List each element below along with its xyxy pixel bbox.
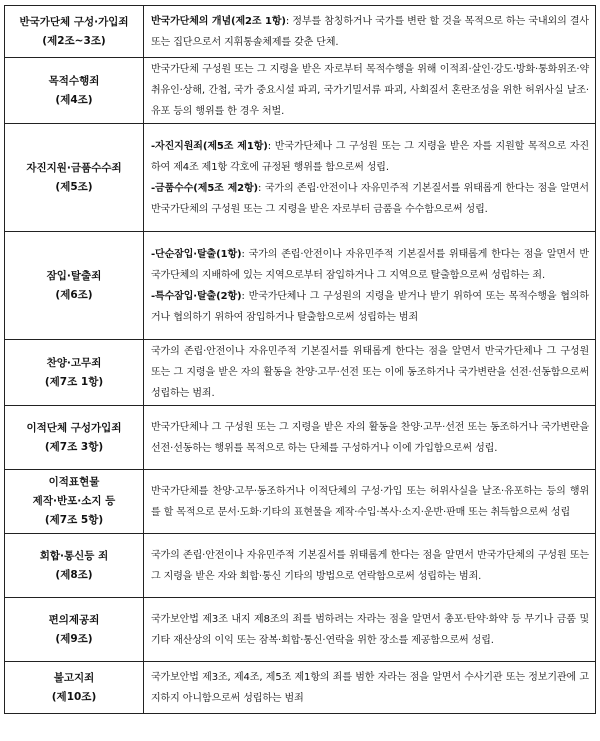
description-text: : 반국가단체나 그 구성원 또는 그 지령을 받은 자를 지원할 목적으로 자진하여 제4조 제1항 각호에 규정된 행위를 함으로써 성립. — [151, 140, 590, 173]
clause-heading: -단순잠입·탈출(1항) — [151, 248, 242, 260]
description-paragraph — [151, 609, 589, 651]
description-text: : 국가의 존립·안전이나 자유민주적 기본질서를 위태롭게 한다는 점을 알면서 반국가단체의 지배하에 있는 지역으로부터 잠입하거나 그 지역으로 탈출함으로써 성립하는 죄. — [151, 248, 589, 281]
description-paragraph — [151, 286, 589, 328]
crime-definition-table — [4, 5, 596, 714]
clause-heading: -자진지원죄(제5조 제1항) — [151, 140, 268, 152]
crime-name-cell — [5, 124, 144, 232]
crime-description-cell — [144, 470, 596, 534]
crime-name: 이적표현물 — [48, 476, 100, 488]
crime-name: 자진지원·금품수수죄 — [26, 161, 122, 174]
article-reference: (제10조) — [51, 690, 97, 703]
crime-name-cell — [5, 598, 144, 662]
crime-name: 잠입·탈출죄 — [46, 269, 102, 282]
clause-heading: 반국가단체의 개념(제2조 1항) — [151, 15, 286, 27]
description-paragraph — [151, 11, 589, 53]
crime-name-cell — [5, 340, 144, 406]
crime-name: 편의제공죄 — [48, 613, 100, 626]
description-paragraph — [151, 136, 589, 178]
table-row — [5, 406, 596, 470]
description-text: 국가보안법 제3조, 제4조, 제5조 제1항의 죄를 범한 자라는 점을 알면서 수사기관 또는 정보기관에 고지하지 아니함으로써 성립하는 범죄 — [151, 671, 589, 704]
description-text: 반국가단체 구성원 또는 그 지령을 받은 자로부터 목적수행을 위해 이적죄·살인·강도·방화·통화위조·약취유인·상해, 간첩, 국가 중요시설 파괴, 국가기밀서류 파괴, 사회질서 혼란조성을 위한 허위사실 날조·유포 등의 행위를 한 경우 처벌. — [151, 64, 589, 117]
article-reference: (제7조 3항) — [44, 440, 104, 453]
crime-name: 반국가단체 구성·가입죄 — [19, 15, 129, 28]
crime-name-cell — [5, 534, 144, 598]
table-row — [5, 470, 596, 534]
table-row — [5, 662, 596, 714]
description-text: 국가보안법 제3조 내지 제8조의 죄를 범하려는 자라는 점을 알면서 총포·탄약·화약 등 무기나 금품 및 기타 재산상의 이익 또는 잠복·회합·통신·연락을 위한 장소를 제공함으로써 성립. — [151, 613, 589, 646]
description-paragraph — [151, 545, 589, 587]
description-paragraph — [151, 244, 589, 286]
description-text: : 정부를 참칭하거나 국가를 변란 할 것을 목적으로 하는 국내외의 결사 또는 집단으로서 지휘통솔체제를 갖춘 단체. — [151, 15, 589, 48]
crime-description-cell — [144, 406, 596, 470]
description-paragraph — [151, 417, 589, 459]
article-reference: (제4조) — [55, 93, 93, 106]
crime-name-cell — [5, 232, 144, 340]
crime-name: 불고지죄 — [53, 671, 95, 684]
description-paragraph — [151, 667, 589, 709]
crime-name: 찬양·고무죄 — [46, 356, 102, 369]
crime-name: 목적수행죄 — [48, 74, 100, 87]
table-row — [5, 598, 596, 662]
crime-description-cell — [144, 6, 596, 58]
clause-heading: -특수잠입·탈출(2항) — [151, 290, 242, 302]
crime-name-cell — [5, 406, 144, 470]
crime-description-cell — [144, 340, 596, 406]
table-row — [5, 340, 596, 406]
description-paragraph — [151, 178, 589, 220]
article-reference: (제9조) — [55, 632, 93, 645]
article-reference: (제8조) — [55, 568, 93, 581]
crime-description-cell — [144, 232, 596, 340]
article-reference: (제7조 5항) — [44, 514, 104, 526]
description-paragraph — [151, 341, 589, 404]
crime-name-cell — [5, 6, 144, 58]
crime-name-cell — [5, 662, 144, 714]
table-row — [5, 232, 596, 340]
crime-name-cell — [5, 58, 144, 124]
table-row — [5, 58, 596, 124]
article-reference: (제6조) — [55, 288, 93, 301]
crime-name-cell — [5, 470, 144, 534]
table-row — [5, 534, 596, 598]
description-text: : 국가의 존립·안전이나 자유민주적 기본질서를 위태롭게 한다는 점을 알면서 반국가단체의 구성원 또는 그 지령을 받은 자로부터 금품을 수수함으로써 성립. — [151, 182, 589, 215]
description-text: 국가의 존립·안전이나 자유민주적 기본질서를 위태롭게 한다는 점을 알면서 반국가단체나 그 구성원 또는 그 지령을 받은 자의 활동을 찬양·고무·선전 또는 이에 동조하거나 국가변란을 선전·선동함으로써 성립하는 범죄. — [151, 346, 589, 399]
clause-heading: -금품수수(제5조 제2항) — [151, 182, 259, 194]
crime-description-cell — [144, 534, 596, 598]
description-paragraph — [151, 59, 589, 122]
table-body — [5, 6, 596, 714]
crime-description-cell — [144, 58, 596, 124]
crime-description-cell — [144, 598, 596, 662]
description-text: 반국가단체를 찬양·고무·동조하거나 이적단체의 구성·가입 또는 허위사실을 날조·유포하는 등의 행위를 할 목적으로 문서·도화·기타의 표현물을 제작·수입·복사·소지·운반·판매 또는 취득함으로써 성립 — [151, 485, 589, 518]
description-paragraph — [151, 481, 589, 523]
table-row — [5, 6, 596, 58]
description-text: : 반국가단체나 그 구성원의 지령을 받거나 받기 위하여 또는 목적수행을 협의하거나 협의하기 위하여 잠입하거나 탈출함으로써 성립하는 범죄 — [151, 290, 589, 323]
table-row — [5, 124, 596, 232]
article-reference: (제5조) — [55, 180, 93, 193]
crime-name: 이적단체 구성가입죄 — [26, 421, 122, 434]
crime-description-cell — [144, 662, 596, 714]
crime-name-line2: 제작·반포·소지 등 — [32, 495, 116, 507]
crime-description-cell — [144, 124, 596, 232]
crime-name: 회합·통신등 죄 — [39, 549, 109, 562]
description-text: 반국가단체나 그 구성원 또는 그 지령을 받은 자의 활동을 찬양·고무·선전 또는 동조하거나 국가변란을 선전·선동하는 행위를 목적으로 하는 단체를 구성하거나 이에 가입함으로써 성립. — [151, 421, 589, 454]
article-reference: (제2조~3조) — [42, 34, 106, 47]
article-reference: (제7조 1항) — [44, 375, 104, 388]
description-text: 국가의 존립·안전이나 자유민주적 기본질서를 위태롭게 한다는 점을 알면서 반국가단체의 구성원 또는 그 지령을 받은 자와 회합·통신 기타의 방법으로 연락함으로써 성립하는 범죄. — [151, 549, 589, 582]
